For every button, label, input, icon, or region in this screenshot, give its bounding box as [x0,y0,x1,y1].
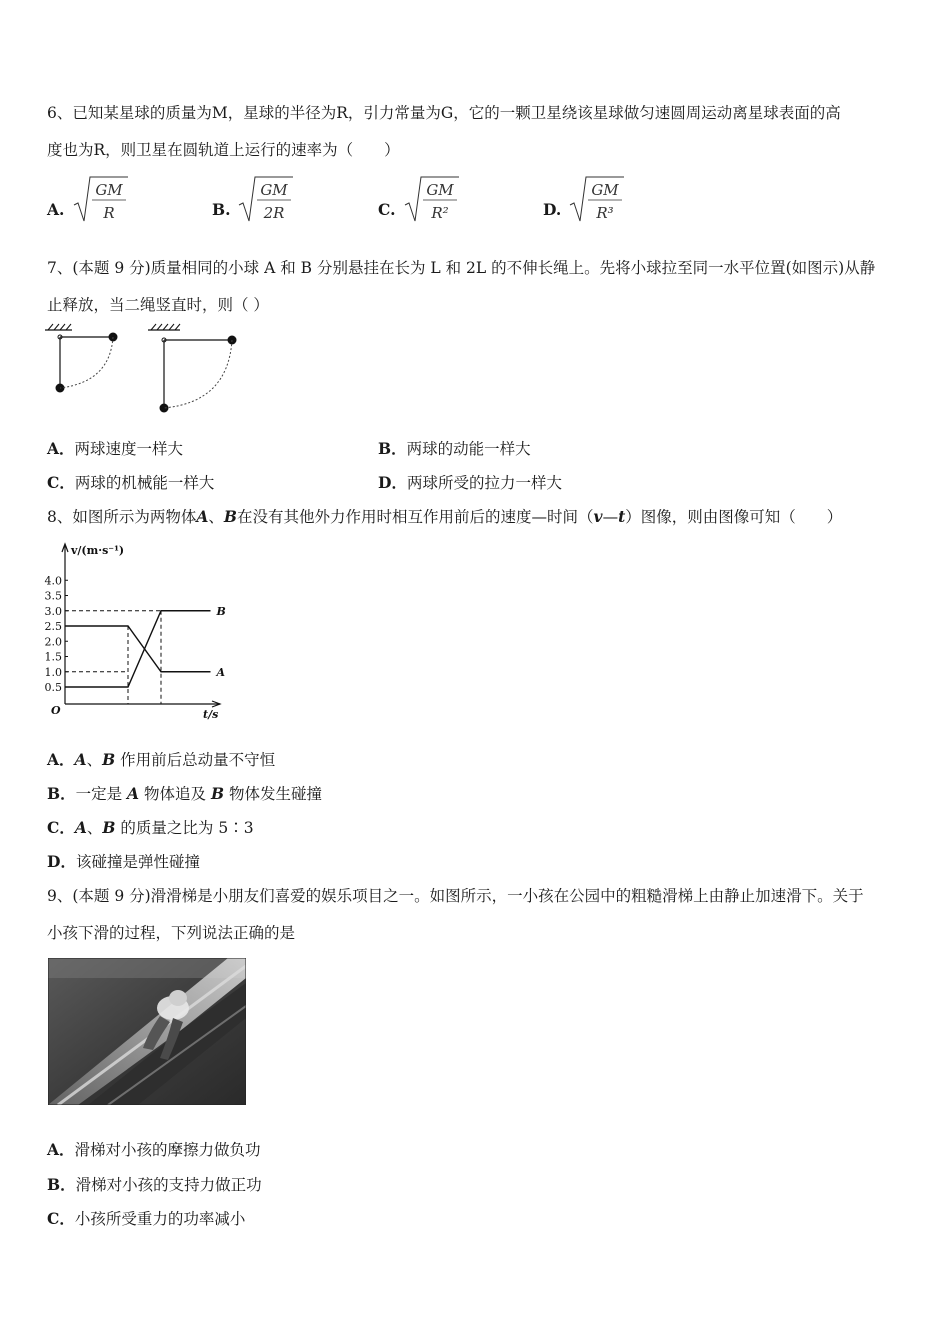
q9-option-b-text: 滑梯对小孩的支持力做正功 [75,1176,262,1194]
option-text-part: B [210,784,225,803]
q8-body-b: B [223,507,238,526]
sqrt-fraction [72,173,132,225]
q7-stem-line1: 7、(本题 9 分)质量相同的小球 A 和 B 分别悬挂在长为 L 和 2L 的不伸长绳上。先将小球拉至同一水平位置(如图示)从静 [47,259,876,277]
option-text-part: 一定是 [75,785,128,803]
pendulum-figure [40,322,260,422]
sqrt-fraction [237,173,297,225]
q8-v: v [593,507,603,526]
q9-option-a-label: A． [47,1140,75,1159]
arc-long [164,340,232,408]
y-tick-label: 3.5 [44,589,62,603]
fraction-numerator: GM [591,181,619,199]
q6-stem-line2: 度也为R，则卫星在圆轨道上运行的速率为（ ） [47,141,400,159]
y-tick-label: 2.5 [44,620,62,633]
q7-option-d-label: D． [378,473,407,492]
q9-option-b-label: B． [47,1175,76,1194]
sqrt-fraction [568,173,628,225]
q8-option-b-label: B． [47,784,76,803]
q9-option-c[interactable] [47,1209,245,1229]
option-text-part: 、 [86,819,103,837]
q6-option-c[interactable] [378,181,454,222]
y-tick-label: 1.5 [44,650,62,664]
series-b-label: B [216,604,226,618]
q7-option-a[interactable] [47,439,183,459]
option-text-part: A [74,818,87,837]
y-tick-label: 2.0 [44,635,62,649]
q9-option-b[interactable] [47,1175,262,1195]
fraction-denominator: 2R [263,204,285,222]
q7-option-b-label: B． [378,439,407,458]
fraction-numerator: GM [95,181,123,199]
q6-option-a[interactable] [47,181,123,222]
option-text-part: A [127,784,140,803]
q9-stem-line2: 小孩下滑的过程，下列说法正确的是 [47,924,296,942]
option-text-part: A [74,750,87,769]
q7-option-d[interactable] [378,473,562,493]
x-axis-label: t/s [203,708,219,721]
q7-option-b[interactable] [378,439,531,459]
q8-t: t [618,507,626,526]
y-axis-label: v/(m·s⁻¹) [71,544,125,557]
q7-option-c-label: C． [47,473,75,492]
series-a-label: A [216,665,226,679]
q9-stem-line1: 9、(本题 9 分)滑滑梯是小朋友们喜爱的娱乐项目之一。如图所示，一小孩在公园中的粗糙滑梯上由静止加速滑下。关于 [47,887,864,905]
q6-option-d[interactable] [543,181,619,222]
fraction-denominator: R³ [596,204,614,222]
q8-option-c-label: C． [47,818,75,837]
fraction-numerator: GM [260,181,288,199]
vt-chart [40,538,240,723]
option-text-part: 的质量之比为 5∶3 [115,819,254,837]
q8-stem [47,507,842,527]
y-tick-label: 1.0 [44,665,62,679]
q8-body-a: A [196,507,209,526]
q8-prefix: 8、如图所示为两物体 [47,508,197,526]
q8-option-c[interactable] [47,818,254,838]
q8-option-a-label: A． [47,750,75,769]
q8-option-d[interactable] [47,852,200,872]
q8-middle: 在没有其他外力作用时相互作用前后的速度—时间（ [237,508,594,526]
q7-option-d-text: 两球所受的拉力一样大 [406,474,562,492]
option-text-part: 物体发生碰撞 [224,785,322,803]
arc-short [60,337,113,388]
q7-option-c-text: 两球的机械能一样大 [74,474,215,492]
q7-option-b-text: 两球的动能一样大 [406,440,531,458]
q9-option-c-label: C． [47,1209,75,1228]
fraction-denominator: R² [431,204,449,222]
q8-option-d-label: D． [47,852,76,871]
y-tick-label: 0.5 [44,681,62,694]
q7-option-a-label: A． [47,439,75,458]
y-tick-label: 4.0 [44,574,62,588]
q6-stem-line1: 6、已知某星球的质量为M，星球的半径为R，引力常量为G，它的一颗卫星绕该星球做匀速圆周运动离星球表面的高 [47,104,841,122]
q7-stem-line2: 止释放，当二绳竖直时，则（ ） [47,296,269,314]
sqrt-fraction [403,173,463,225]
q9-option-a-text: 滑梯对小孩的摩擦力做负功 [74,1141,261,1159]
q7-option-a-text: 两球速度一样大 [74,440,184,458]
ceiling-hatch-left [45,324,72,330]
q6-option-b-label: B. [212,200,231,219]
q9-option-a[interactable] [47,1140,261,1160]
series-b-line [65,611,211,687]
slide-photo [48,958,246,1105]
q7-option-c[interactable] [47,473,214,493]
y-tick-label: 3.0 [44,604,62,618]
q8-sep: 、 [208,508,224,526]
option-text-part: B [102,750,116,769]
q6-option-b[interactable] [212,181,288,222]
ceiling-hatch-right [148,324,180,330]
origin-label: O [51,704,61,717]
fraction-numerator: GM [426,181,454,199]
q8-option-b[interactable] [47,784,322,804]
option-text-part: 作用前后总动量不守恒 [115,751,276,769]
option-text-part: B [102,818,116,837]
ball-b-end [160,404,169,413]
q6-option-c-label: C. [378,200,396,219]
q8-dash: — [602,508,619,526]
q8-suffix: ）图像，则由图像可知（ ） [625,508,843,526]
q8-option-a[interactable] [47,750,275,770]
option-text-part: 物体追及 [139,785,211,803]
q6-option-d-label: D. [543,200,562,219]
q6-option-a-label: A. [47,200,65,219]
q9-option-c-text: 小孩所受重力的功率减小 [74,1210,246,1228]
fraction-denominator: R [103,204,115,222]
option-text-part: 、 [86,751,103,769]
option-text-part: 该碰撞是弹性碰撞 [75,853,200,871]
